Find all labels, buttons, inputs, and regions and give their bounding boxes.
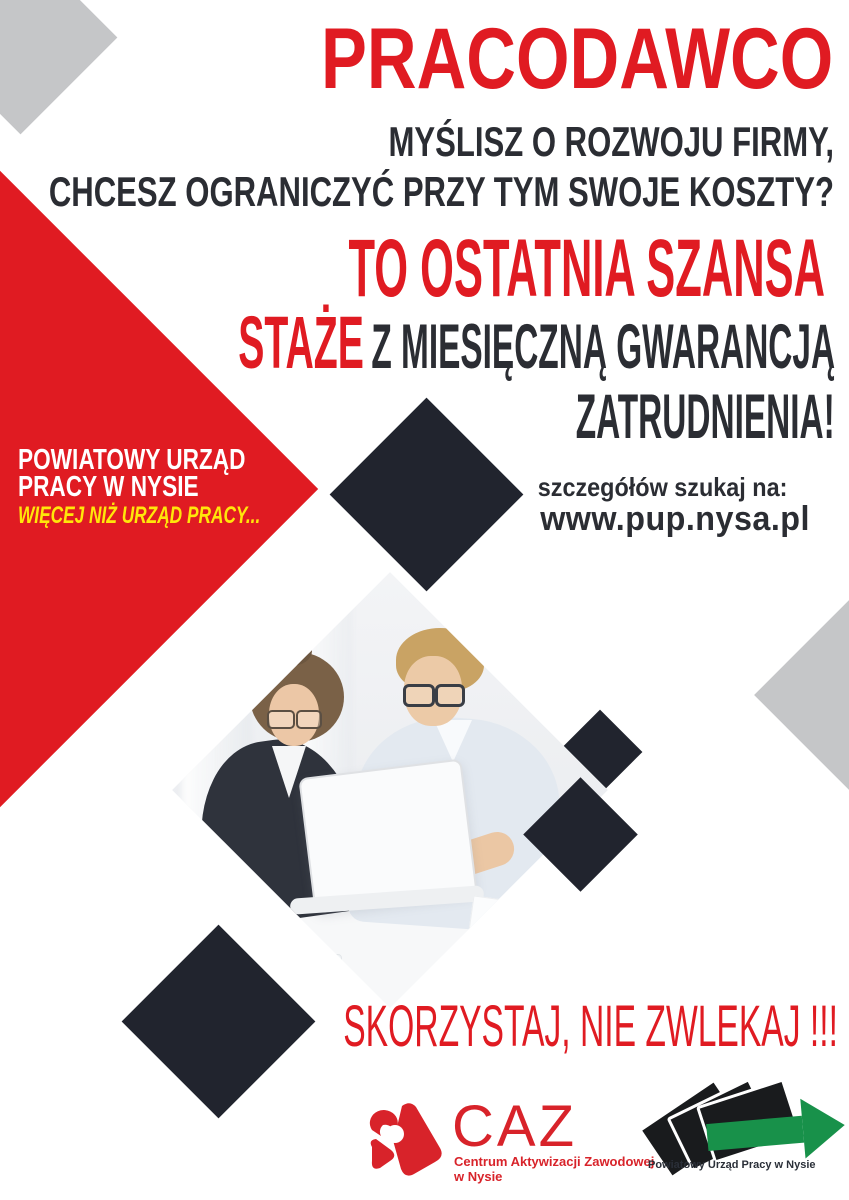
caz-logo [364,1094,655,1186]
question-line-1: MYŚLISZ O ROZWOJU FIRMY, [388,118,834,165]
offer-text: Z MIESIĘCZNĄ GWARANCJĄ [371,312,835,382]
website-url: www.pup.nysa.pl [540,500,810,538]
photo-diamond [172,572,608,1008]
papers [467,895,570,952]
caz-acronym: CAZ [452,1094,577,1159]
decorative-diamond-right [754,545,849,845]
cta-line: SKORZYSTAJ, NIE ZWLEKAJ !!! [343,994,838,1059]
pup-caption: Powiatowy Urząd Pracy w Nysie [648,1159,816,1171]
decorative-diamond-top-left [0,0,117,134]
pup-logo [645,1083,845,1178]
offer-line [0,301,835,384]
caz-logo-icon [364,1100,446,1182]
office-photo [172,572,608,1008]
caz-subtitle-line2: w Nysie [454,1169,503,1184]
office-name-line1: POWIATOWY URZĄD [18,444,246,476]
caz-subtitle-line1: Centrum Aktywizacji Zawodowej [454,1154,655,1169]
question-line-2: CHCESZ OGRANICZYĆ PRZY TYM SWOJE KOSZTY? [48,168,834,215]
office-tagline: WIĘCEJ NIŻ URZĄD PRACY... [18,502,261,529]
arrow-right-icon [705,1095,848,1167]
urgency-line: TO OSTATNIA SZANSA [348,223,825,314]
offer-highlight: STAŻE [238,301,364,384]
woman-glasses [296,710,322,729]
details-label: szczegółów szukaj na: [537,472,787,502]
office-name-line2: PRACY W NYSIE [18,471,199,503]
woman-hair-bun [270,636,312,666]
man-glasses [435,684,465,707]
man-glasses [403,684,435,707]
offer-line-2: ZATRUDNIENIA! [575,382,835,452]
woman-glasses [267,710,295,729]
poster-headline: PRACODAWCO [320,11,833,107]
